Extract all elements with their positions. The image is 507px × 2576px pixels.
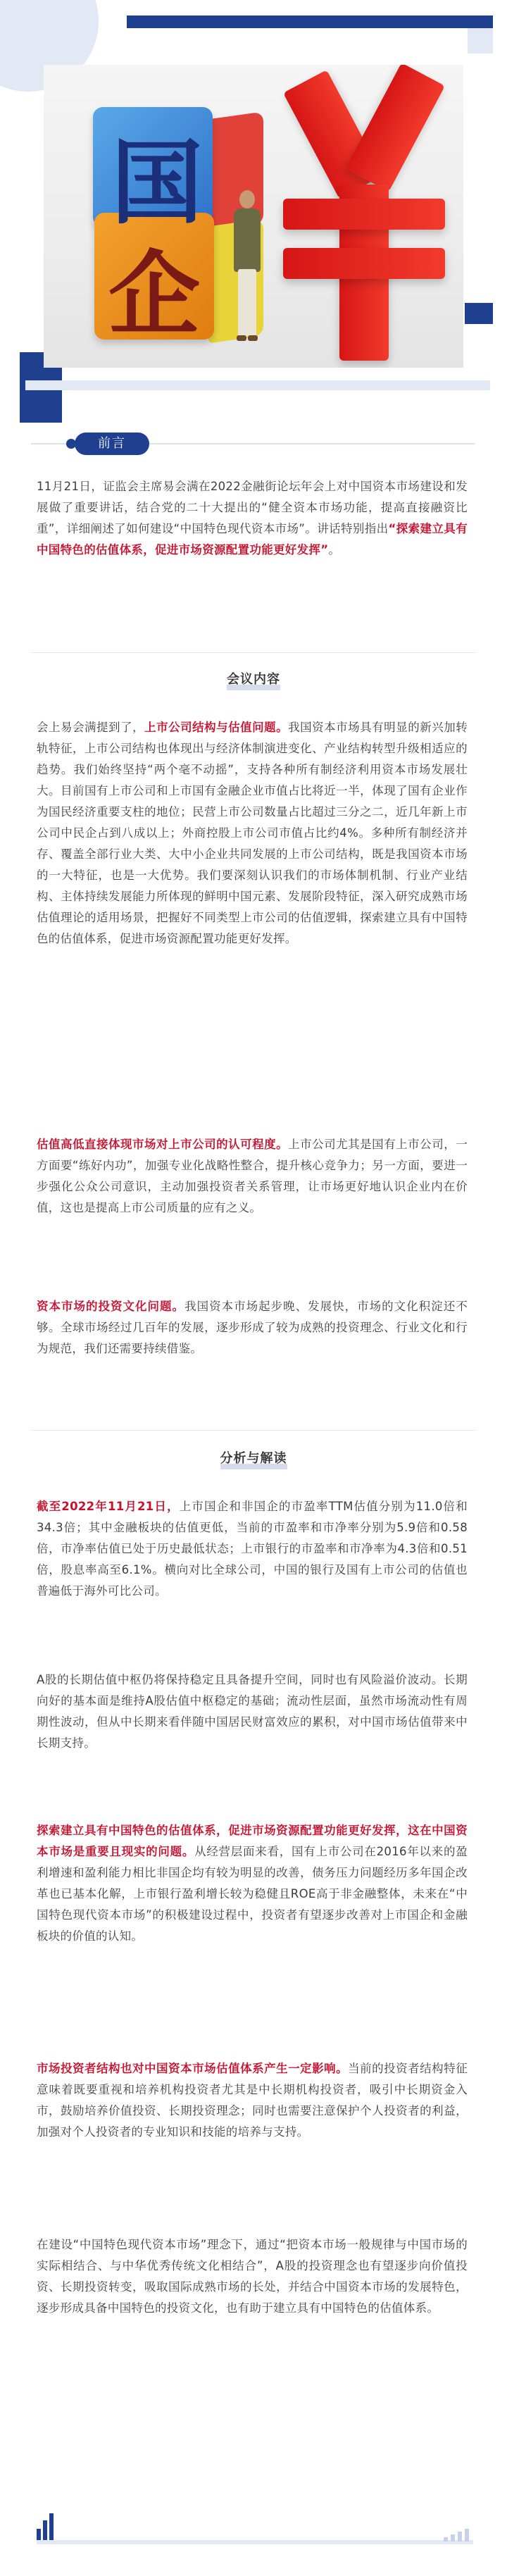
section-heading-analysis: [183, 1444, 324, 1472]
preface-paragraph: 11月21日，证监会主席易会满在2022金融街论坛年会上对中国资本市场建设和发展做了重要讲话，结合党的二十大提出的“健全资本市场功能，提高直接融资比重”，详细阐述了如何建设“中国特色现代资本市场”。讲话特别指出“探索建立具有中国特色的估值体系，促进市场资源配置功能更好发挥”。: [37, 480, 468, 556]
meeting-paragraph-2: 估值高低直接体现市场对上市公司的认可程度。上市公司尤其是国有上市公司，一方面要“练好内功”，加强专业化战略性整合，提升核心竞争力；另一方面，要进一步强化公众公司意识，主动加强投资者关系管理，让市场更好地认识企业内在价值，这也是提高上市公司质量的应有之义。: [37, 1138, 468, 1214]
decor-footer-bar: [37, 2540, 473, 2544]
meeting-paragraph-1: 会上易会满提到了，上市公司结构与估值问题。我国资本市场具有明显的新兴加转轨特征，上市公司结构也体现出与经济体制演进变化、产业结构转型升级相适应的趋势。我们始终坚持“两个毫不动摇”，支持各种所有制经济利用资本市场发展壮大。目前国有上市公司和上市国有金融企业市值占比将近一半，体现了国有企业作为国民经济重要支柱的地位；民营上市公司数量占比超过三分之二，近几年新上市公司中民企占到八成以上；外商控股上市公司市值占比约4%。多种所有制经济并存、覆盖全部行业大类、大中小企业共同发展的上市公司结构，既是我国资本市场的一大特征，也是一大优势。我们要深刻认识我们的市场体制机制、行业产业结构、主体持续发展能力所体现的鲜明中国元素、发展阶段特征，深入研究成熟市场估值理论的适用场景，把握好不同类型上市公司的估值逻辑，探索建立具有中国特色的估值体系，促进市场资源配置功能更好发挥。: [37, 721, 468, 945]
divider: [31, 1430, 476, 1431]
guo-glyph: 国: [111, 129, 204, 237]
analysis-paragraph-5: 在建设“中国特色现代资本市场”理念下，通过“把资本市场一般规律与中国市场的实际相结合、与中华优秀传统文化相结合”，A股的投资理念也有望逐步向价值投资、长期投资转变，吸取国际成熟市场的长处，并结合中国资本市场的发展特色，逐步形成具备中国特色的投资文化，也有助于建立具有中国特色的估值体系。: [37, 2238, 468, 2315]
decor-top-bar: [127, 15, 493, 28]
yuan-symbol-illustration: [269, 79, 459, 361]
preface-label: 前言: [75, 433, 149, 455]
decor-frame-shadow: [25, 380, 490, 390]
divider: [31, 652, 476, 653]
decor-bars-icon: [37, 2513, 58, 2541]
section-header-preface: [31, 433, 475, 455]
analysis-paragraph-1: 截至2022年11月21日，上市国企和非国企的市盈率TTM估值分别为11.0倍和34.3倍；其中金融板块的估值更低，当前的市盈率和市净率分别为5.9倍和0.58倍，市净率估值已处于历史最低状态；上市银行的市盈率和市净率为4.3倍和0.51倍，股息率高至6.1%。横向对比全球公司，中国的银行及国有上市公司的估值也普遍低于海外可比公司。: [37, 1500, 468, 1598]
analysis-paragraph-3: 探索建立具有中国特色的估值体系，促进市场资源配置功能更好发挥，这在中国资本市场是重要且现实的问题。从经营层面来看，国有上市公司在2016年以来的盈利增速和盈利能力相比非国企均有较为明显的改善，债务压力问题经历多年国企改革也已基本化解，上市银行盈利增长较为稳健且ROE高于非金融整体，未来在“中国特色现代资本市场”的积极建设过程中，投资者有望逐步改善对上市国企和金融板块的价值的认知。: [37, 1824, 468, 1943]
meeting-paragraph-3: 资本市场的投资文化问题。我国资本市场起步晚、发展快，市场的文化积淀还不够。全球市场经过几百年的发展，逐步形成了较为成熟的投资理念、行业文化和行为规范，我们还需要持续借鉴。: [37, 1300, 468, 1355]
decor-frame-right: [465, 303, 493, 324]
analysis-heading: 分析与解读: [220, 1448, 287, 1467]
hero-image: [44, 65, 463, 368]
section-heading-meeting: [183, 665, 324, 693]
meeting-heading: 会议内容: [227, 669, 280, 687]
decor-small-square: [468, 28, 493, 54]
analysis-paragraph-2: A股的长期估值中枢仍将保持稳定且具备提升空间，同时也有风险溢价波动。长期向好的基本面是维持A股估值中枢稳定的基础；流动性层面，虽然市场流动性有周期性波动，但从中长期来看伴随中国居民财富效应的累积，对中国市场估值带来中长期支持。: [37, 1673, 468, 1750]
analysis-paragraph-4: 市场投资者结构也对中国资本市场估值体系产生一定影响。当前的投资者结构特征意味着既要重视和培养机构投资者尤其是中长期机构投资者，吸引中长期资金入市，鼓励培养价值投资、长期投资理念；同时也需要注意保护个人投资者的利益，加强对个人投资者的专业知识和技能的培养与支持。: [37, 2062, 468, 2139]
decor-stairs-icon: [444, 2529, 475, 2541]
businessman-figurine: [232, 190, 261, 345]
qi-glyph: 企: [108, 240, 201, 348]
